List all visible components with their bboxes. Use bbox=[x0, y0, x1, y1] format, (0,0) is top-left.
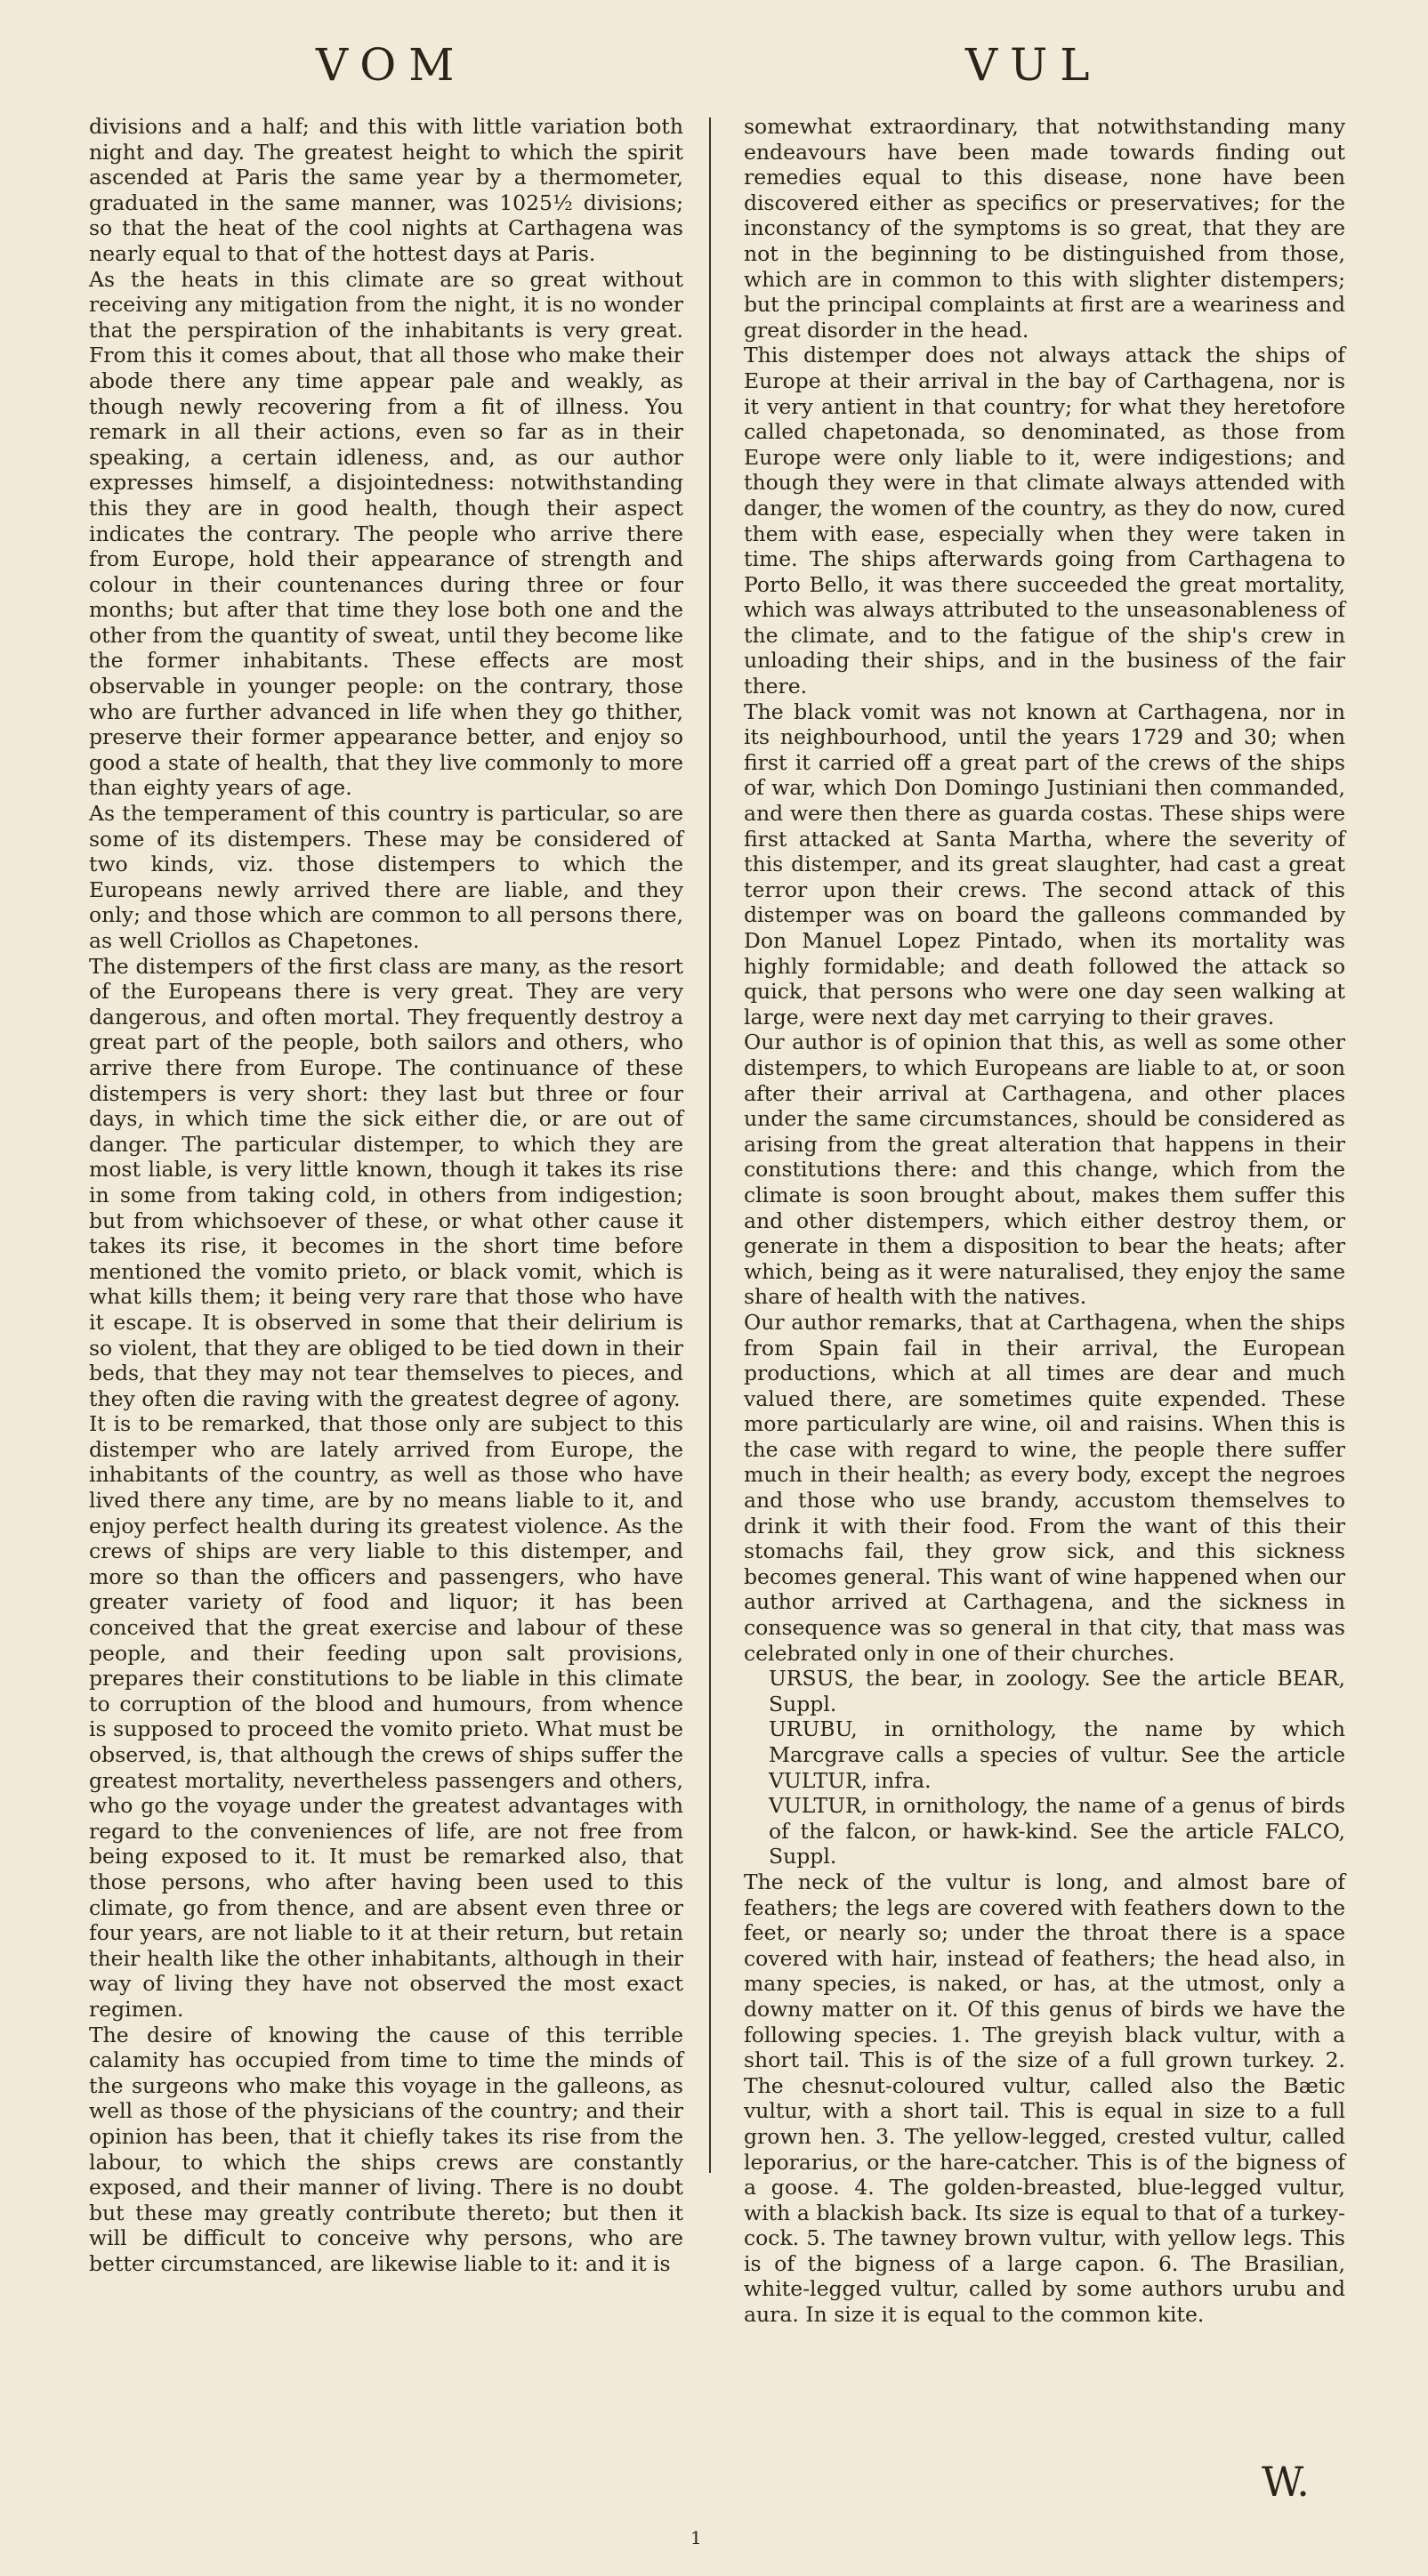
entry-ursus: URSUS, the bear, in zoology. See the article BEAR, Suppl. bbox=[769, 1666, 1345, 1716]
paragraph: As the temperament of this country is particular, so are some of its distempers. These may be considered of two kinds, viz. those distempers to which the Europeans newly arrived there are liable, and they only; and those which are common to all persons there, as well Criollos as Chapetones. bbox=[89, 801, 683, 953]
signature-mark: W. bbox=[1262, 2458, 1310, 2506]
column-rule bbox=[709, 117, 711, 2173]
paragraph: The distempers of the first class are many, as the resort of the Europeans there is very great. They are very dangerous, and often mortal. They frequently destroy a great part of the people, both sailors and others, who arrive there from Europe. The continuance of these distempers is very short: they last but three or four days, in which time the sick either die, or are out of danger. The particular distemper, to which they are most liable, is very little known, though it takes its rise in some from taking cold, in others from indigestion; but from whichsoever of these, or what other cause it takes its rise, it becomes in the short time before mentioned the vomito prieto, or black vomit, which is what kills them; it being very rare that those who have it escape. It is observed in some that their delirium is so violent, that they are obliged to be tied down in their beds, that they may not tear themselves to pieces, and they often die raving with the greatest degree of agony. bbox=[89, 953, 683, 1411]
entry-vultur: VULTUR, in ornithology, the name of a genus of birds of the falcon, or hawk-kind. See the article FALCO, Suppl. bbox=[769, 1793, 1345, 1869]
right-column bbox=[744, 114, 1345, 2328]
paragraph: Our author remarks, that at Carthagena, when the ships from Spain fail in their arrival, the European productions, which at all times are dear and much valued there, are sometimes quite expended. These more particularly are wine, oil and raisins. When this is the case with regard to wine, the people there suffer much in their health; as every body, except the negroes and those who use brandy, accustom themselves to drink it with their food. From the want of this their stomachs fail, they grow sick, and this sickness becomes general. This want of wine happened when our author arrived at Carthagena, and the sickness in consequence was so general in that city, that mass was celebrated only in one of their churches. bbox=[744, 1309, 1345, 1666]
paragraph: Our author is of opinion that this, as well as some other distempers, to which Europeans are liable to at, or soon after their arrival at Carthagena, and other places under the same circumstances, should be considered as arising from the great alteration that happens in their constitutions there: and this change, which from the climate is soon brought about, makes them suffer this and other distempers, which either destroy them, or generate in them a disposition to bear the heats; after which, being as it were naturalised, they enjoy the same share of health with the natives. bbox=[744, 1030, 1345, 1310]
page-number: 1 bbox=[690, 2527, 702, 2548]
paragraph-vultur: The neck of the vultur is long, and almost bare of feathers; the legs are covered with feathers down to the feet, or nearly so; under the throat there is a space covered with hair, instead of feathers; the head also, in many species, is naked, or has, at the utmost, only a downy matter on it. Of this genus of birds we have the following species. 1. The greyish black vultur, with a short tail. This is of the size of a full grown turkey. 2. The chesnut-coloured vultur, called also the Bætic vultur, with a short tail. This is equal in size to a full grown hen. 3. The yellow-legged, crested vultur, called leporarius, or the hare-catcher. This is of the bigness of a goose. 4. The golden-breasted, blue-legged vultur, with a blackish back. Its size is equal to that of a turkey-cock. 5. The tawney brown vultur, with yellow legs. This is of the bigness of a large capon. 6. The Brasilian, white-legged vultur, called by some authors urubu and aura. In size it is equal to the common kite. bbox=[744, 1869, 1345, 2328]
paragraph: As the heats in this climate are so great without receiving any mitigation from the night, it is no wonder that the perspiration of the inhabitants is very great. From this it comes about, that all those who make their abode there any time appear pale and weakly, as though newly recovering from a fit of illness. You remark in all their actions, even so far as in their speaking, a certain idleness, and, as our author expresses himself, a disjointedness: notwithstanding this they are in good health, though their aspect indicates the contrary. The people who arrive there from Europe, hold their appearance of strength and colour in their countenances during three or four months; but after that time they lose both one and the other from the quantity of sweat, until they become like the former inhabitants. These effects are most observable in younger people: on the contrary, those who are further advanced in life when they go thither, preserve their former appearance better, and enjoy so good a state of health, that they live commonly to more than eighty years of age. bbox=[89, 266, 683, 801]
entry-urubu: URUBU, in ornithology, the name by which Marcgrave calls a species of vultur. See the article VULTUR, infra. bbox=[769, 1716, 1345, 1793]
paragraph: It is to be remarked, that those only are subject to this distemper who are lately arrived from Europe, the inhabitants of the country, as well as those who have lived there any time, are by no means liable to it, and enjoy perfect health during its greatest violence. As the crews of ships are very liable to this distemper, and more so than the officers and passengers, who have greater variety of food and liquor; it has been conceived that the great exercise and labour of these people, and their feeding upon salt provisions, prepares their constitutions to be liable in this climate to corruption of the blood and humours, from whence is supposed to proceed the vomito prieto. What must be observed, is, that although the crews of ships suffer the greatest mortality, nevertheless passengers and others, who go the voyage under the greatest advantages with regard to the conveniences of life, are not free from being exposed to it. It must be remarked also, that those persons, who after having been used to this climate, go from thence, and are absent even three or four years, are not liable to it at their return, but retain their health like the other inhabitants, although in their way of living they have not observed the most exact regimen. bbox=[89, 1411, 683, 2022]
paragraph: This distemper does not always attack the ships of Europe at their arrival in the bay of Carthagena, nor is it very antient in that country; for what they heretofore called chapetonada, so denominated, as those from Europe were only liable to it, were indigestions; and though they were in that climate always attended with danger, the women of the country, as they do now, cured them with ease, especially when they were taken in time. The ships afterwards going from Carthagena to Porto Bello, it was there succeeded the great mortality, which was always attributed to the unseasonableness of the climate, and to the fatigue of the ship's crew in unloading their ships, and in the business of the fair there. bbox=[744, 343, 1345, 699]
left-column bbox=[89, 114, 683, 2276]
paragraph: The desire of knowing the cause of this terrible calamity has occupied from time to time the minds of the surgeons who make this voyage in the galleons, as well as those of the physicians of the country; and their opinion has been, that it chiefly takes its rise from the labour, to which the ships crews are constantly exposed, and their manner of living. There is no doubt but these may greatly contribute thereto; but then it will be difficult to conceive why persons, who are better circumstanced, are likewise liable to it: and it is bbox=[89, 2022, 683, 2276]
paragraph: The black vomit was not known at Carthagena, nor in its neighbourhood, until the years 1729 and 30; when first it carried off a great part of the crews of the ships of war, which Don Domingo Justiniani then commanded, and were then there as guarda costas. These ships were first attacked at Santa Martha, where the severity of this distemper, and its great slaughter, had cast a great terror upon their crews. The second attack of this distemper was on board the galleons commanded by Don Manuel Lopez Pintado, when its mortality was highly formidable; and death followed the attack so quick, that persons who were one day seen walking at large, were next day met carrying to their graves. bbox=[744, 699, 1345, 1030]
running-head-right: VUL bbox=[965, 39, 1102, 91]
paragraph: divisions and a half; and this with little variation both night and day. The greatest height to which the spirit ascended at Paris the same year by a thermometer, graduated in the same manner, was 1025½ divisions; so that the heat of the cool nights at Carthagena was nearly equal to that of the hottest days at Paris. bbox=[89, 114, 683, 266]
running-head-left: VOM bbox=[316, 39, 467, 91]
paragraph: somewhat extraordinary, that notwithstanding many endeavours have been made towards finding out remedies equal to this disease, none have been discovered either as specifics or preservatives; for the inconstancy of the symptoms is so great, that they are not in the beginning to be distinguished from those, which are in common to this with slighter distempers; but the principal complaints at first are a weariness and great disorder in the head. bbox=[744, 114, 1345, 343]
